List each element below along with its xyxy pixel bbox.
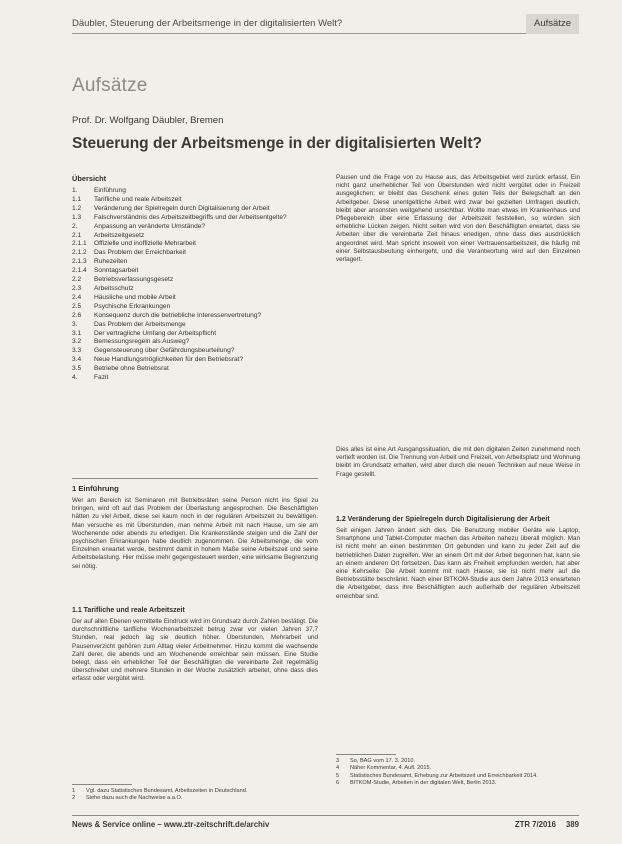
toc-heading: Übersicht — [72, 174, 107, 183]
footnote — [336, 780, 580, 787]
footnote-text: BITKOM-Studie, Arbeiten in der digitalen Welt, Berlin 2013. — [350, 780, 497, 787]
toc-item — [72, 258, 318, 267]
left-footnote-list — [72, 788, 318, 803]
toc-item-label: Ruhezeiten — [94, 258, 128, 266]
footnote-number: 3 — [336, 758, 340, 764]
toc-item-label: Gegensteuerung über Gefährdungsbeurteilung? — [94, 347, 235, 355]
toc-item — [72, 338, 318, 347]
toc-item — [72, 303, 318, 312]
footnote — [336, 765, 580, 772]
toc-item — [72, 294, 318, 303]
toc-item — [72, 267, 318, 276]
table-of-contents — [72, 174, 318, 383]
toc-item — [72, 347, 318, 356]
subsection-1-1-text: Der auf allen Ebenen vermittelte Eindruck wird im Grundsatz durch Zahlen bestätigt. Die durchschnittliche tarifliche Wochenarbeitszeit betrug zwar vor vielen Jahren 37,7 Stunden, real jedoch lag sie deutlich höher. Überstunden, Mehrarbeit und Pausenverzicht gehören zum Alltag vieler Arbeitnehmer. Hinzu kommt die wachsende Zahl derer, die abends und am Wochenende erreichbar sein müssen. Eine Studie belegt, dass ein erheblicher Teil der Beschäftigten die vereinbarte Zeit regelmäßig überschreitet und mehrere Stunden in der Woche zusätzlich arbeitet, ohne dass dies erfasst oder vergütet wird. — [72, 618, 318, 683]
toc-item — [72, 285, 318, 294]
toc-item-label: Sonntagsarbeit — [94, 267, 139, 275]
footnote — [72, 788, 318, 795]
footnote-number: 6 — [336, 780, 340, 787]
toc-item — [72, 365, 318, 374]
toc-item-label: Einführung — [94, 187, 126, 194]
toc-item — [72, 276, 318, 285]
toc-item-label: Falschverständnis des Arbeitszeitbegriffs und der Arbeitsentgelte? — [94, 213, 287, 221]
toc-item — [72, 205, 318, 214]
right-footnote-list — [336, 758, 580, 788]
toc-item — [72, 214, 318, 223]
subsection-1-2-heading: 1.2 Veränderung der Spielregeln durch Digitalisierung der Arbeit — [336, 516, 550, 523]
footnote-rule — [72, 784, 132, 785]
footnote-rule — [336, 754, 396, 755]
toc-item-number: 2.6 — [72, 311, 82, 319]
footnote-text: Statistisches Bundesamt, Erhebung zur Arbeitszeit und Erreichbarkeit 2014. — [350, 772, 538, 779]
toc-item-label: Neue Handlungsmöglichkeiten für den Betriebsrat? — [94, 356, 244, 364]
toc-divider — [72, 478, 318, 479]
article-title: Steuerung der Arbeitsmenge in der digitalisierten Welt? — [72, 135, 482, 152]
running-head — [72, 12, 579, 34]
footnote-number: 1 — [72, 788, 76, 794]
toc-item — [72, 240, 318, 249]
page-number: 389 — [565, 820, 579, 829]
footer-archive-link[interactable]: News & Service online – www.ztr-zeitschrift.de/archiv — [72, 820, 270, 829]
toc-item-number: 2.1.1 — [72, 240, 87, 248]
subsection-1-2-text: Seit einigen Jahren ändert sich dies. Die Benutzung mobiler Geräte wie Laptop, Smartphone und Tablet-Computer machen das Arbeiten nahezu überall möglich. Man ist nicht mehr an einen bestimmten Ort gebunden und kann zu jeder Zeit auf die betrieblichen Daten zugreifen. Wer an einem Ort mit der Arbeit begonnen hat, kann sie an einem anderen Ort fortsetzen. Das kann als Freiheit empfunden werden, hat aber eine Kehrseite: Die Arbeit kommt mit nach Hause, sie ist nicht mehr auf die Betriebsstätte beschränkt. Nach einer BITKOM-Studie aus dem Jahre 2013 erwarteten die Arbeitgeber, dass ihre Beschäftigten auch außerhalb der regulären Arbeitszeit erreichbar sind. — [336, 527, 580, 600]
toc-item-label: Betriebsverfassungsgesetz — [94, 276, 174, 284]
toc-item-label: Tarifliche und reale Arbeitszeit — [94, 195, 182, 203]
toc-item-number: 3.2 — [72, 338, 82, 346]
toc-item-number: 1.3 — [72, 213, 82, 221]
footer-journal-page — [515, 820, 579, 829]
toc-item-number: 2.2 — [72, 276, 82, 284]
toc-item — [72, 223, 318, 232]
left-column — [72, 484, 318, 774]
footnote-number: 2 — [72, 795, 76, 802]
section-1-heading: 1 Einführung — [72, 484, 119, 493]
toc-item-number: 2.4 — [72, 293, 82, 301]
right-paragraph-2: Dies alles ist eine Art Ausgangssituation, die mit den digitalen Zeiten zunehmend noch vertieft worden ist. Die Trennung von Arbeit und Freizeit, von Arbeitsplatz und Wohnung bleibt im Grundsatz erhalten, wird aber durch die neuen Techniken auf neue Weise in Frage gestellt. — [336, 446, 580, 478]
toc-item-label: Konsequenz durch die betriebliche Interessenvertretung? — [94, 311, 262, 319]
toc-item — [72, 374, 318, 383]
toc-item-label: Häusliche und mobile Arbeit — [94, 293, 176, 301]
toc-item-label: Arbeitszeitgesetz — [94, 231, 145, 239]
toc-item — [72, 187, 318, 196]
subsection-1-1-heading: 1.1 Tarifliche und reale Arbeitszeit — [72, 607, 185, 614]
toc-item-number: 2.1.3 — [72, 258, 87, 266]
toc-item-label: Das Problem der Arbeitsmenge — [94, 320, 186, 328]
toc-item — [72, 196, 318, 205]
footnote-number: 4 — [336, 765, 340, 772]
toc-item-number: 3.1 — [72, 329, 82, 337]
toc-item-number: 3. — [72, 320, 78, 328]
toc-item — [72, 249, 318, 258]
toc-item-label: Der vertragliche Umfang der Arbeitspflicht — [94, 329, 217, 337]
section-title: Aufsätze — [72, 75, 148, 96]
toc-item — [72, 330, 318, 339]
toc-item-label: Anpassung an veränderte Umstände? — [94, 222, 206, 230]
section-1-text: Wer am Bereich ist Seminaren mit Betriebsräten seine Person nicht ins Spiel zu bringen, wird oft auf das Problem der Überlastung angesprochen. Die Beschäftigten hätten zu viel Arbeit, diese sei kaum noch in der regulären Arbeitszeit zu bewältigen. Man versuche es mit Überstunden, man nehme Arbeit mit nach Hause, um sie am Wochenende oder abends zu erledigen. Die Krankenstände steigen und die Zahl der psychischen Erkrankungen habe deutlich zugenommen. Die Arbeitsmenge, die vom Einzelnen erwartet werde, bestimmt damit in hohem Maße seine Arbeitszeit und seine Arbeitsbelastung. Hier müsse mehr gegengesteuert werden, eine wirksame Begrenzung sei nötig. — [72, 497, 318, 570]
toc-item-label: Psychische Erkrankungen — [94, 302, 171, 310]
toc-item-number: 1. — [72, 187, 78, 194]
toc-item-number: 2.5 — [72, 302, 82, 310]
page-footer — [72, 815, 579, 829]
toc-item-label: Arbeitsschutz — [94, 284, 134, 292]
toc-item-number: 2.1.2 — [72, 249, 87, 257]
footnote-text: Vgl. dazu Statistisches Bundesamt, Arbeitszeiten in Deutschland. — [86, 788, 248, 794]
toc-list — [72, 187, 318, 383]
toc-item-number: 3.5 — [72, 365, 82, 373]
toc-item-label: Betriebe ohne Betriebsrat — [94, 365, 169, 373]
running-head-section-tab: Aufsätze — [526, 14, 579, 34]
toc-item — [72, 356, 318, 365]
footer-journal: ZTR 7/2016 — [514, 820, 556, 829]
toc-item — [72, 232, 318, 241]
toc-item-number: 1.1 — [72, 195, 82, 203]
left-footnotes — [72, 784, 318, 803]
author-line: Prof. Dr. Wolfgang Däubler, Bremen — [72, 115, 224, 126]
footnote — [72, 795, 318, 802]
toc-item-number: 2.1 — [72, 231, 82, 239]
footnote-text: So, BAG vom 17. 3. 2010. — [350, 758, 415, 764]
toc-item-label: Veränderung der Spielregeln durch Digitalisierung der Arbeit — [94, 204, 270, 212]
right-paragraph-1: Pausen und die Frage von zu Hause aus, das Arbeitsgebiet wird zurück erfasst. Ein nicht ganz unerheblicher Teil von Überstunden wird nicht vergütet oder in Freizeit ausgeglichen; er bleibt das Geschenk eines guten Teils der Belegschaft an den Arbeitgeber. Diese unentgeltliche Arbeit wird zwar bei gezielten Umfragen deutlich, bleibt aber ansonsten weitgehend unsichtbar. Wollte man etwas im Krankenhaus und Pflegebereich über eine Erfassung der Arbeitszeit feststellen, so würden sich erhebliche Lücken zeigen. Nicht selten wird von den Beschäftigten erwartet, dass sie Arbeiten über die vereinbarte Zeit hinaus erledigen, ohne dass dies ausdrücklich angeordnet wird. Man spricht insoweit von einer Vertrauensarbeitszeit, die häufig mit einer Selbstausbeutung einhergeht, und die Verantwortung wird auf den Einzelnen verlagert. — [336, 174, 580, 264]
toc-item-label: Bemessungsregeln als Ausweg? — [94, 338, 190, 346]
right-column — [336, 174, 580, 695]
running-head-text: Däubler, Steuerung der Arbeitsmenge in der digitalisierten Welt? — [72, 18, 343, 29]
footnote-text: Siehe dazu auch die Nachweise a.a.O. — [86, 795, 183, 802]
toc-item — [72, 312, 318, 321]
toc-item-number: 4. — [72, 374, 78, 382]
toc-item-number: 2. — [72, 222, 78, 230]
toc-item-number: 1.2 — [72, 204, 82, 212]
toc-item-number: 2.3 — [72, 284, 82, 292]
toc-item-label: Fazit — [94, 374, 109, 382]
toc-item-label: Offizielle und inoffizielle Mehrarbeit — [94, 240, 197, 248]
toc-item — [72, 321, 318, 330]
right-footnotes — [336, 754, 580, 788]
toc-item-number: 3.3 — [72, 347, 82, 355]
footnote — [336, 758, 580, 765]
toc-item-label: Das Problem der Erreichbarkeit — [94, 249, 186, 257]
toc-item-number: 3.4 — [72, 356, 82, 364]
footnote — [336, 773, 580, 780]
toc-item-number: 2.1.4 — [72, 267, 87, 275]
footnote-text: Näher Kommentar, 4. Aufl. 2015. — [350, 765, 432, 772]
footnote-number: 5 — [336, 772, 340, 779]
